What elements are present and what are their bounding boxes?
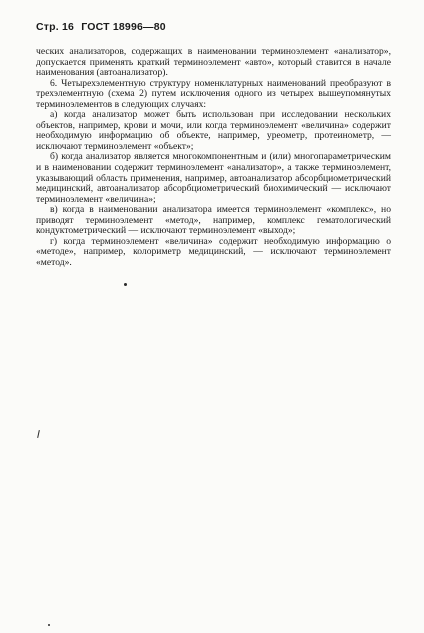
- page-number: Стр. 16: [36, 21, 75, 33]
- body-text: [36, 47, 391, 268]
- scan-speck: [37, 430, 40, 438]
- paragraph-item-6: 6. Четырехэлементную структуру номенклатурных наименований преобразуют в трехэлементную (схема 2) путем исключения одного из четырех вышеупомянутых терминоэлементов в следующих случаях:: [36, 77, 391, 110]
- scan-speck: [124, 283, 127, 286]
- paragraph-continuation: ческих анализаторов, содержащих в наименовании терминоэлемент «анализатор», допускается применять краткий терминоэлемент «авто», который ставится в начале наименования (автоанализатор).: [36, 46, 391, 79]
- paragraph-case-b: б) когда анализатор является многокомпонентным и (или) многопараметрическим и в наименовании содержит терминоэлемент «анализатор», а также терминоэлемент, указывающий область применения, например, автоанализатор абсорбциометрический медицинский, автоанализатор абсорбциометрический биохимический — исключают терминоэлемент «величина»;: [36, 151, 391, 205]
- scan-speck: [48, 624, 50, 626]
- page-header: [36, 21, 170, 33]
- paragraph-case-v: в) когда в наименовании анализатора имеется терминоэлемент «комплекс», но приводят терминоэлемент «метод», например, комплекс гематологический кондуктометрический — исключают терминоэлемент «выход»;: [36, 204, 391, 237]
- standard-code: ГОСТ 18996—80: [81, 21, 166, 33]
- paragraph-case-a: а) когда анализатор может быть использован при исследовании нескольких объектов, например, крови и мочи, или когда терминоэлемент «величина» содержит необходимую информацию об объекте, например, уреометр, протеинометр, — исключают терминоэлемент «объект»;: [36, 109, 391, 152]
- paragraph-case-g: г) когда терминоэлемент «величина» содержит необходимую информацию о «методе», например, колориметр медицинский, — исключают терминоэлемент «метод».: [36, 235, 391, 268]
